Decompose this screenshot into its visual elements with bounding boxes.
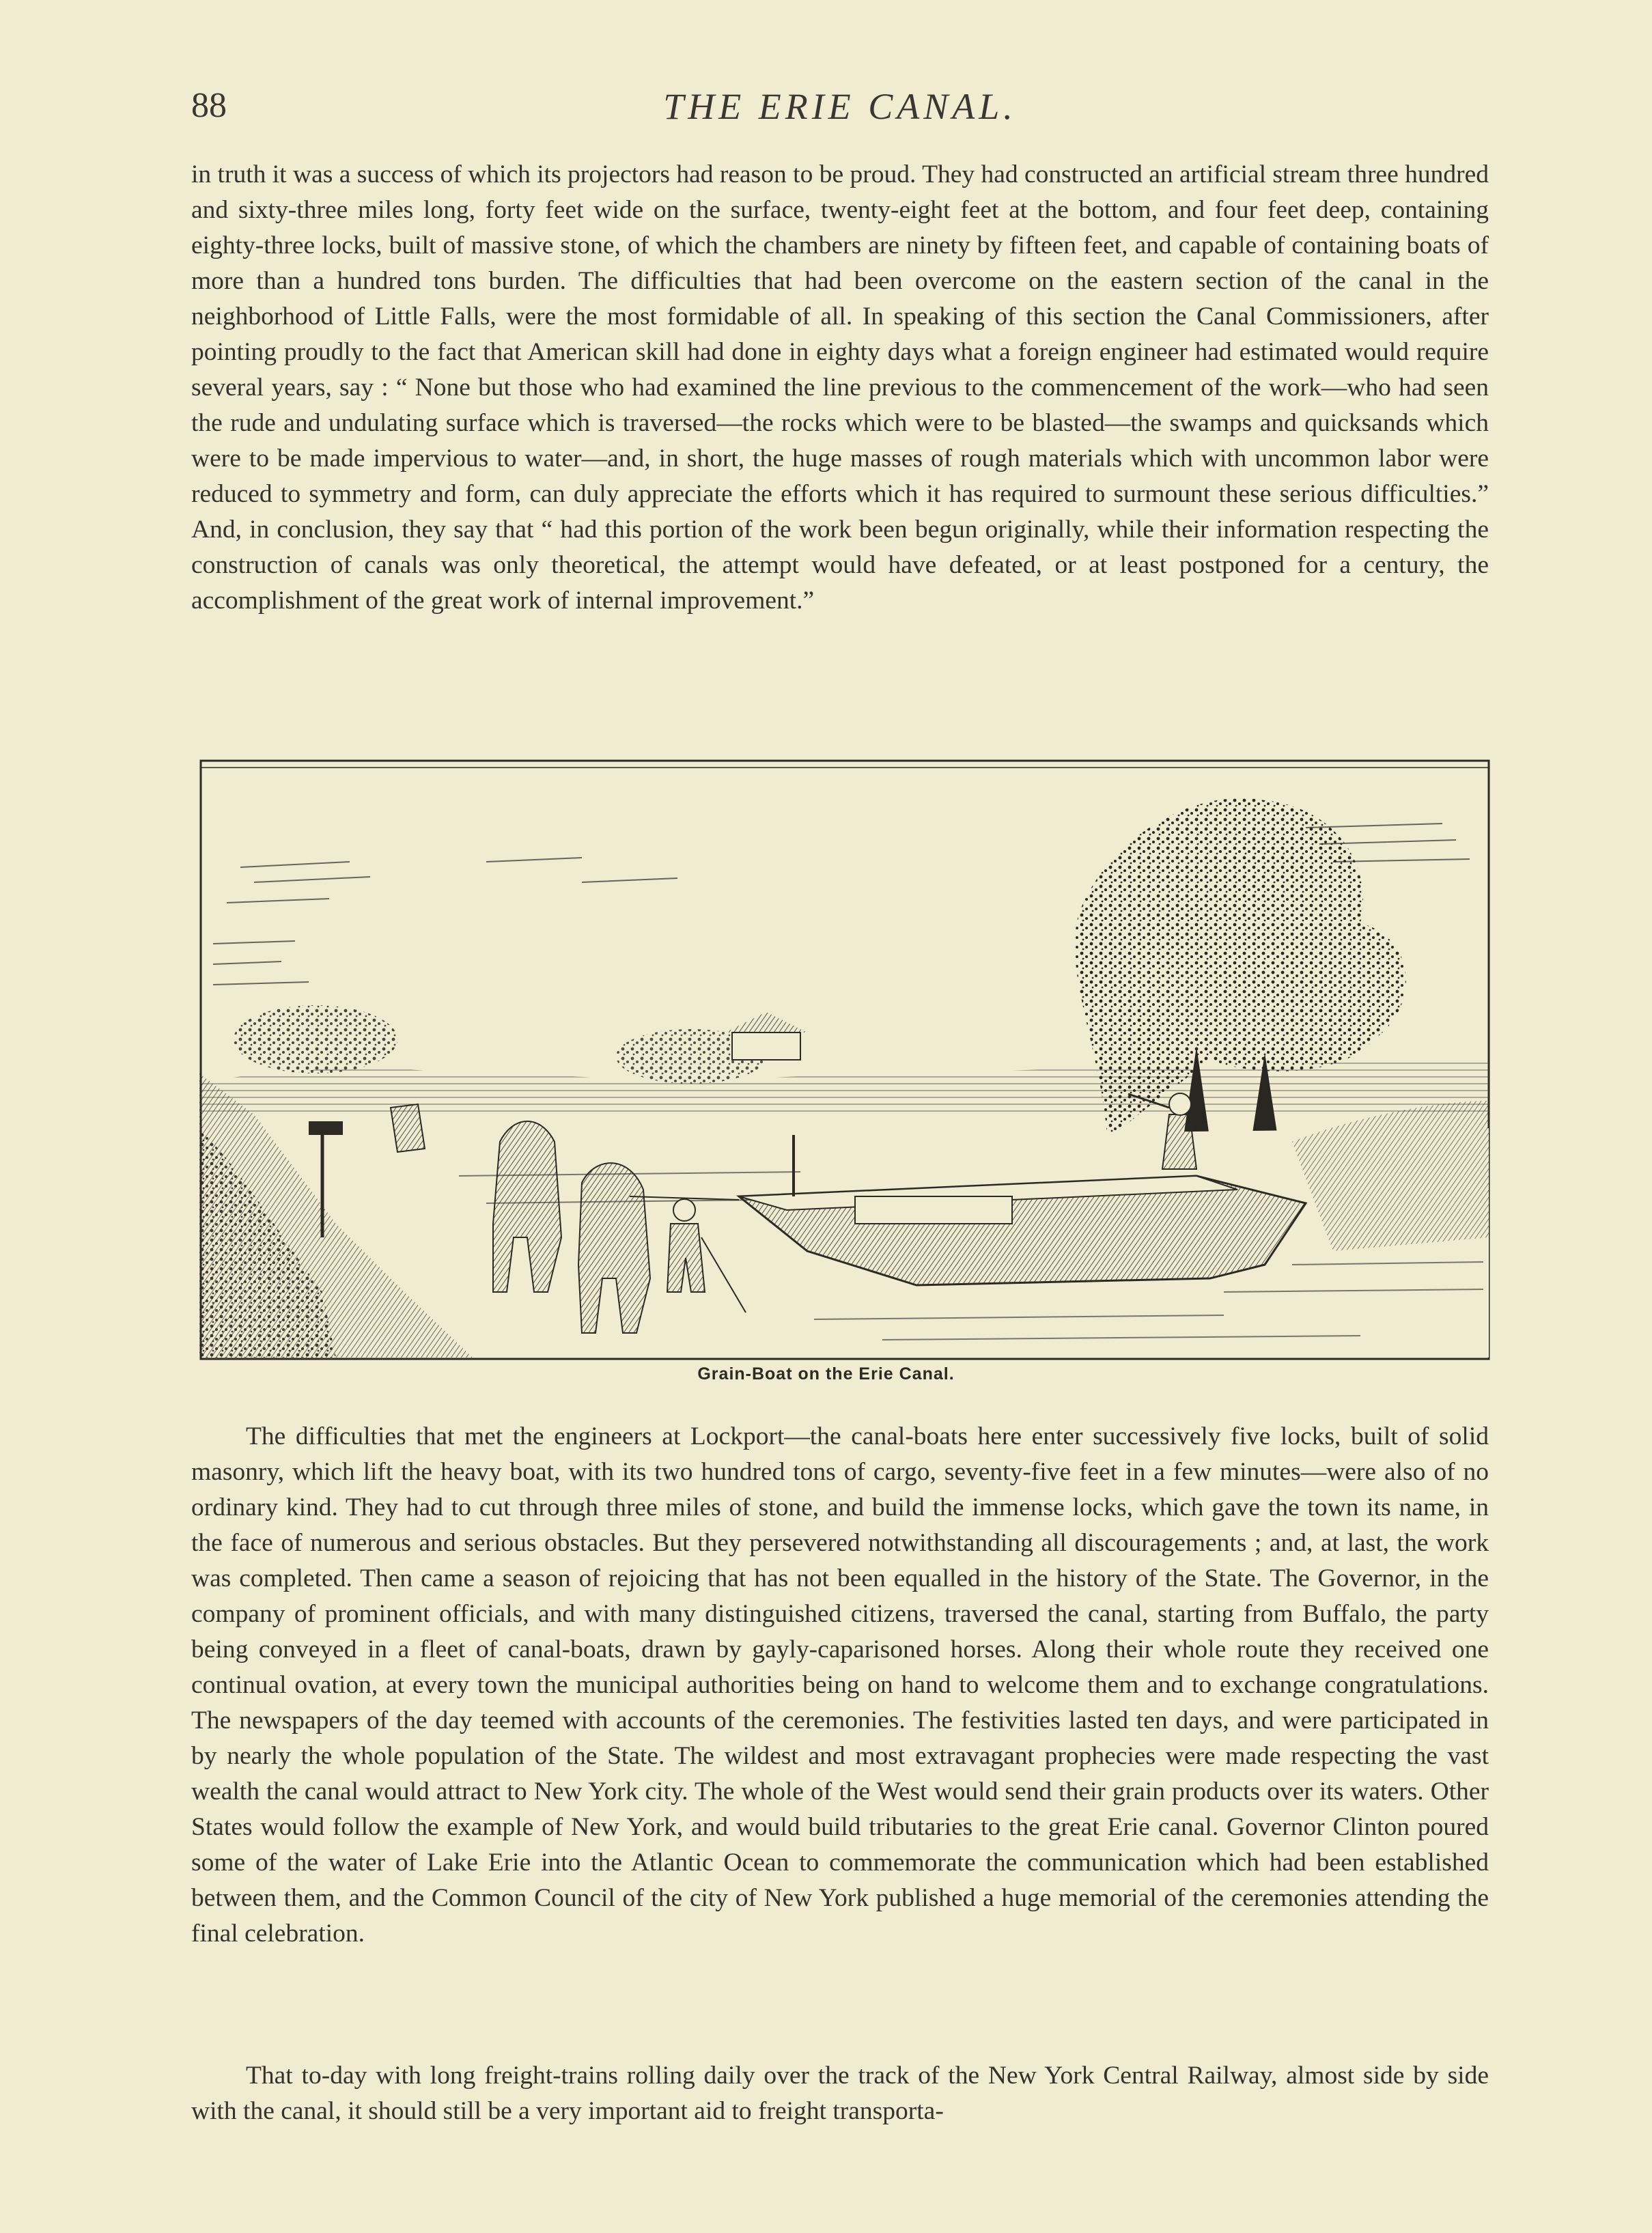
paragraph-text: in truth it was a success of which its projectors had reason to be proud. They had constructed an artificial stream three hundred and sixty-three miles long, forty feet wide on the surface, twenty-eight feet at the bottom, and four feet deep, containing eighty-three locks, built of massive stone, of which the chambers are ninety by fifteen feet, and capable of containing boats of more than a hundred tons burden. The difficulties that had been overcome on the eastern section of the canal in the neighborhood of Little Falls, were the most formidable of all. In speaking of this section the Canal Commissioners, after pointing proudly to the fact that American skill had done in eighty days what a foreign engineer had estimated would require several years, say : “ None but those who had examined the line previous to the commencement of the work—who had seen the rude and undulating surface which is traversed—the rocks which were to be blasted—the swamps and quicksands which were to be made impervious to water—and, in short, the huge masses of rough materials which with uncommon labor were reduced to symmetry and form, can duly appreciate the efforts which it has required to surmount these serious difficulties.” And, in conclusion, they say that “ had this portion of the work been begun originally, while their information respecting the construction of canals was only theoretical, the attempt would have defeated, or at least postponed for a century, the accomplishment of the great work of internal improvement.” xyxy=(191,160,1489,615)
paragraph-3 xyxy=(191,2058,1489,2129)
paragraph-text: The difficulties that met the engineers at Lockport—the canal-boats here enter successively five locks, built of solid masonry, which lift the heavy boat, with its two hundred tons of cargo, seventy-five feet in a few minutes—were also of no ordinary kind. They had to cut through three miles of stone, and build the immense locks, which gave the town its name, in the face of numerous and serious obstacles. But they persevered notwithstanding all discouragements ; and, at last, the work was completed. Then came a season of rejoicing that has not been equalled in the history of the State. The Governor, in the company of prominent officials, and with many distinguished citizens, traversed the canal, starting from Buffalo, the party being conveyed in a fleet of canal-boats, drawn by gayly-caparisoned horses. Along their whole route they received one continual ovation, at every town the municipal authorities being on hand to welcome them and to exchange congratulations. The newspapers of the day teemed with accounts of the ceremonies. The festivities lasted ten days, and were participated in by nearly the whole population of the State. The wildest and most extravagant prophecies were made respecting the vast wealth the canal would attract to New York city. The whole of the West would send their grain products over its waters. Other States would follow the example of New York, and would build tributaries to the great Erie canal. Governor Clinton poured some of the water of Lake Erie into the Atlantic Ocean to commemorate the communication which had been established between them, and the Common Council of the city of New York published a huge memorial of the ceremonies attending the final celebration. xyxy=(191,1422,1489,1948)
figure-caption: Grain-Boat on the Erie Canal. xyxy=(697,1364,955,1384)
paragraph-1 xyxy=(191,157,1489,619)
illustration-grain-boat xyxy=(199,759,1490,1360)
page-header xyxy=(191,85,1489,133)
paragraph-text: That to-day with long freight-trains rolling daily over the track of the New York Central Railway, almost side by side with the canal, it should still be a very important aid to freight transporta- xyxy=(191,2062,1489,2125)
running-title: THE ERIE CANAL. xyxy=(663,86,1017,127)
page-number: 88 xyxy=(191,86,227,125)
engraving-illustration xyxy=(199,759,1490,1360)
paragraph-2 xyxy=(191,1419,1489,1952)
